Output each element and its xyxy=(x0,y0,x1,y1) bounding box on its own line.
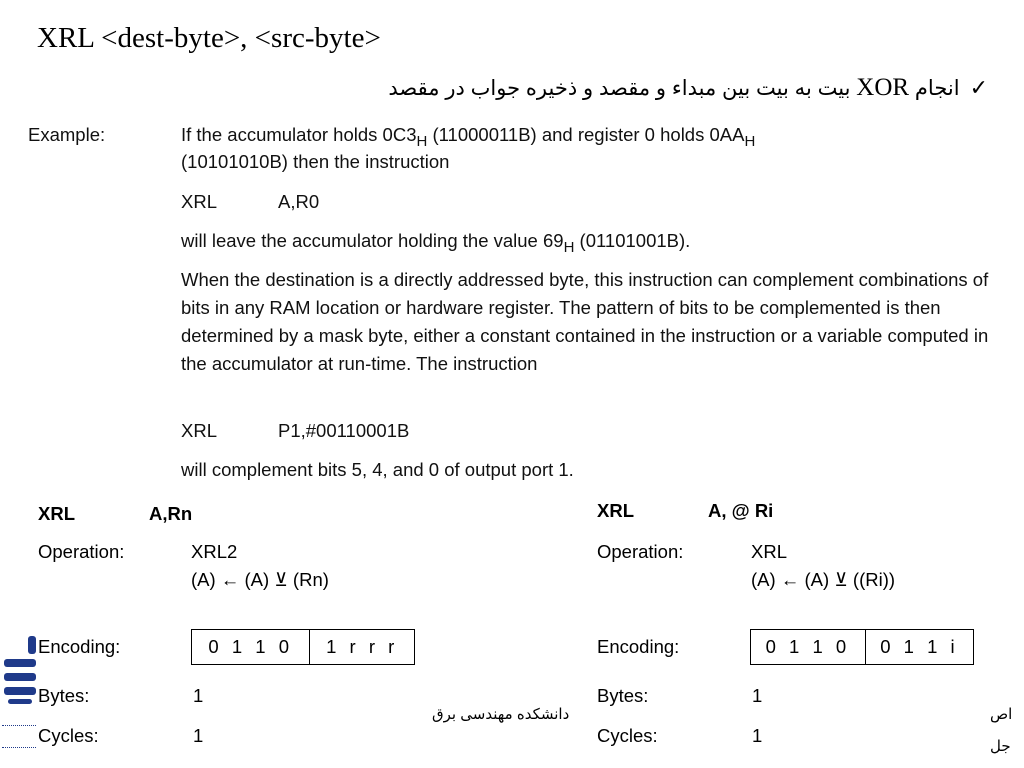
left-cycles-label: Cycles: xyxy=(38,725,99,746)
subtitle-text: انجام XOR بیت به بیت بین مبداء و مقصد و ذخیره جواب در مقصد xyxy=(388,74,960,101)
footer-right-1: اص xyxy=(990,706,1013,723)
left-operation-expr: (A) ← (A) ⊻ (Rn) xyxy=(191,569,329,590)
example-label: Example: xyxy=(28,124,106,145)
right-operation-label: Operation: xyxy=(597,541,684,562)
example-line-2: (10101010B) then the instruction xyxy=(181,151,450,172)
footer-right-2: جل xyxy=(990,738,1011,755)
example-line-1: If the accumulator holds $0C3_H$ (11000011B) and register 0 holds $0AA_H$ xyxy=(181,124,756,150)
slide-title: XRL <dest-byte>, <src-byte> xyxy=(37,22,381,54)
left-bytes-value: 1 xyxy=(193,685,204,706)
left-cycles-value: 1 xyxy=(193,725,204,746)
slide-subtitle xyxy=(388,74,988,102)
right-encoding-label: Encoding: xyxy=(597,636,680,657)
example-code-2: XRL P1,#00110001B xyxy=(181,420,410,441)
left-instruction-title: XRL A,Rn xyxy=(38,503,193,524)
left-encoding-label: Encoding: xyxy=(38,636,121,657)
right-operation-expr: (A) ← (A) ⊻ ((Ri)) xyxy=(751,569,896,590)
right-bytes-label: Bytes: xyxy=(597,685,649,706)
left-encoding-table xyxy=(191,629,415,665)
right-encoding-high: 0 1 1 0 xyxy=(751,630,866,665)
right-encoding-table xyxy=(750,629,974,665)
example-line-4: will complement bits 5, 4, and 0 of output port 1. xyxy=(181,459,574,480)
footer-faculty: دانشکده مهندسی برق xyxy=(432,706,570,723)
right-operation-name: XRL xyxy=(751,541,787,562)
right-cycles-value: 1 xyxy=(752,725,763,746)
university-logo xyxy=(2,633,36,763)
example-paragraph: When the destination is a directly addressed byte, this instruction can complement combinations of bits in any RAM location or hardware register. The pattern of bits to be complemented is then determined by a mask byte, either a constant contained in the instruction or a variable computed in the accumulator at run-time. The instruction xyxy=(181,269,989,374)
left-encoding-low: 1 r r r xyxy=(310,630,415,665)
left-encoding-high: 0 1 1 0 xyxy=(192,630,310,665)
right-instruction-title: XRL A, @ Ri xyxy=(597,500,774,521)
example-line-3: will leave the accumulator holding the value $69_H$ (01101001B). xyxy=(181,230,691,256)
right-cycles-label: Cycles: xyxy=(597,725,658,746)
example-code-1: XRL A,R0 xyxy=(181,191,320,212)
right-encoding-low: 0 1 1 i xyxy=(865,630,973,665)
right-bytes-value: 1 xyxy=(752,685,763,706)
left-operation-name: XRL2 xyxy=(191,541,238,562)
left-operation-label: Operation: xyxy=(38,541,125,562)
check-icon: ✓ xyxy=(969,75,988,101)
left-bytes-label: Bytes: xyxy=(38,685,90,706)
